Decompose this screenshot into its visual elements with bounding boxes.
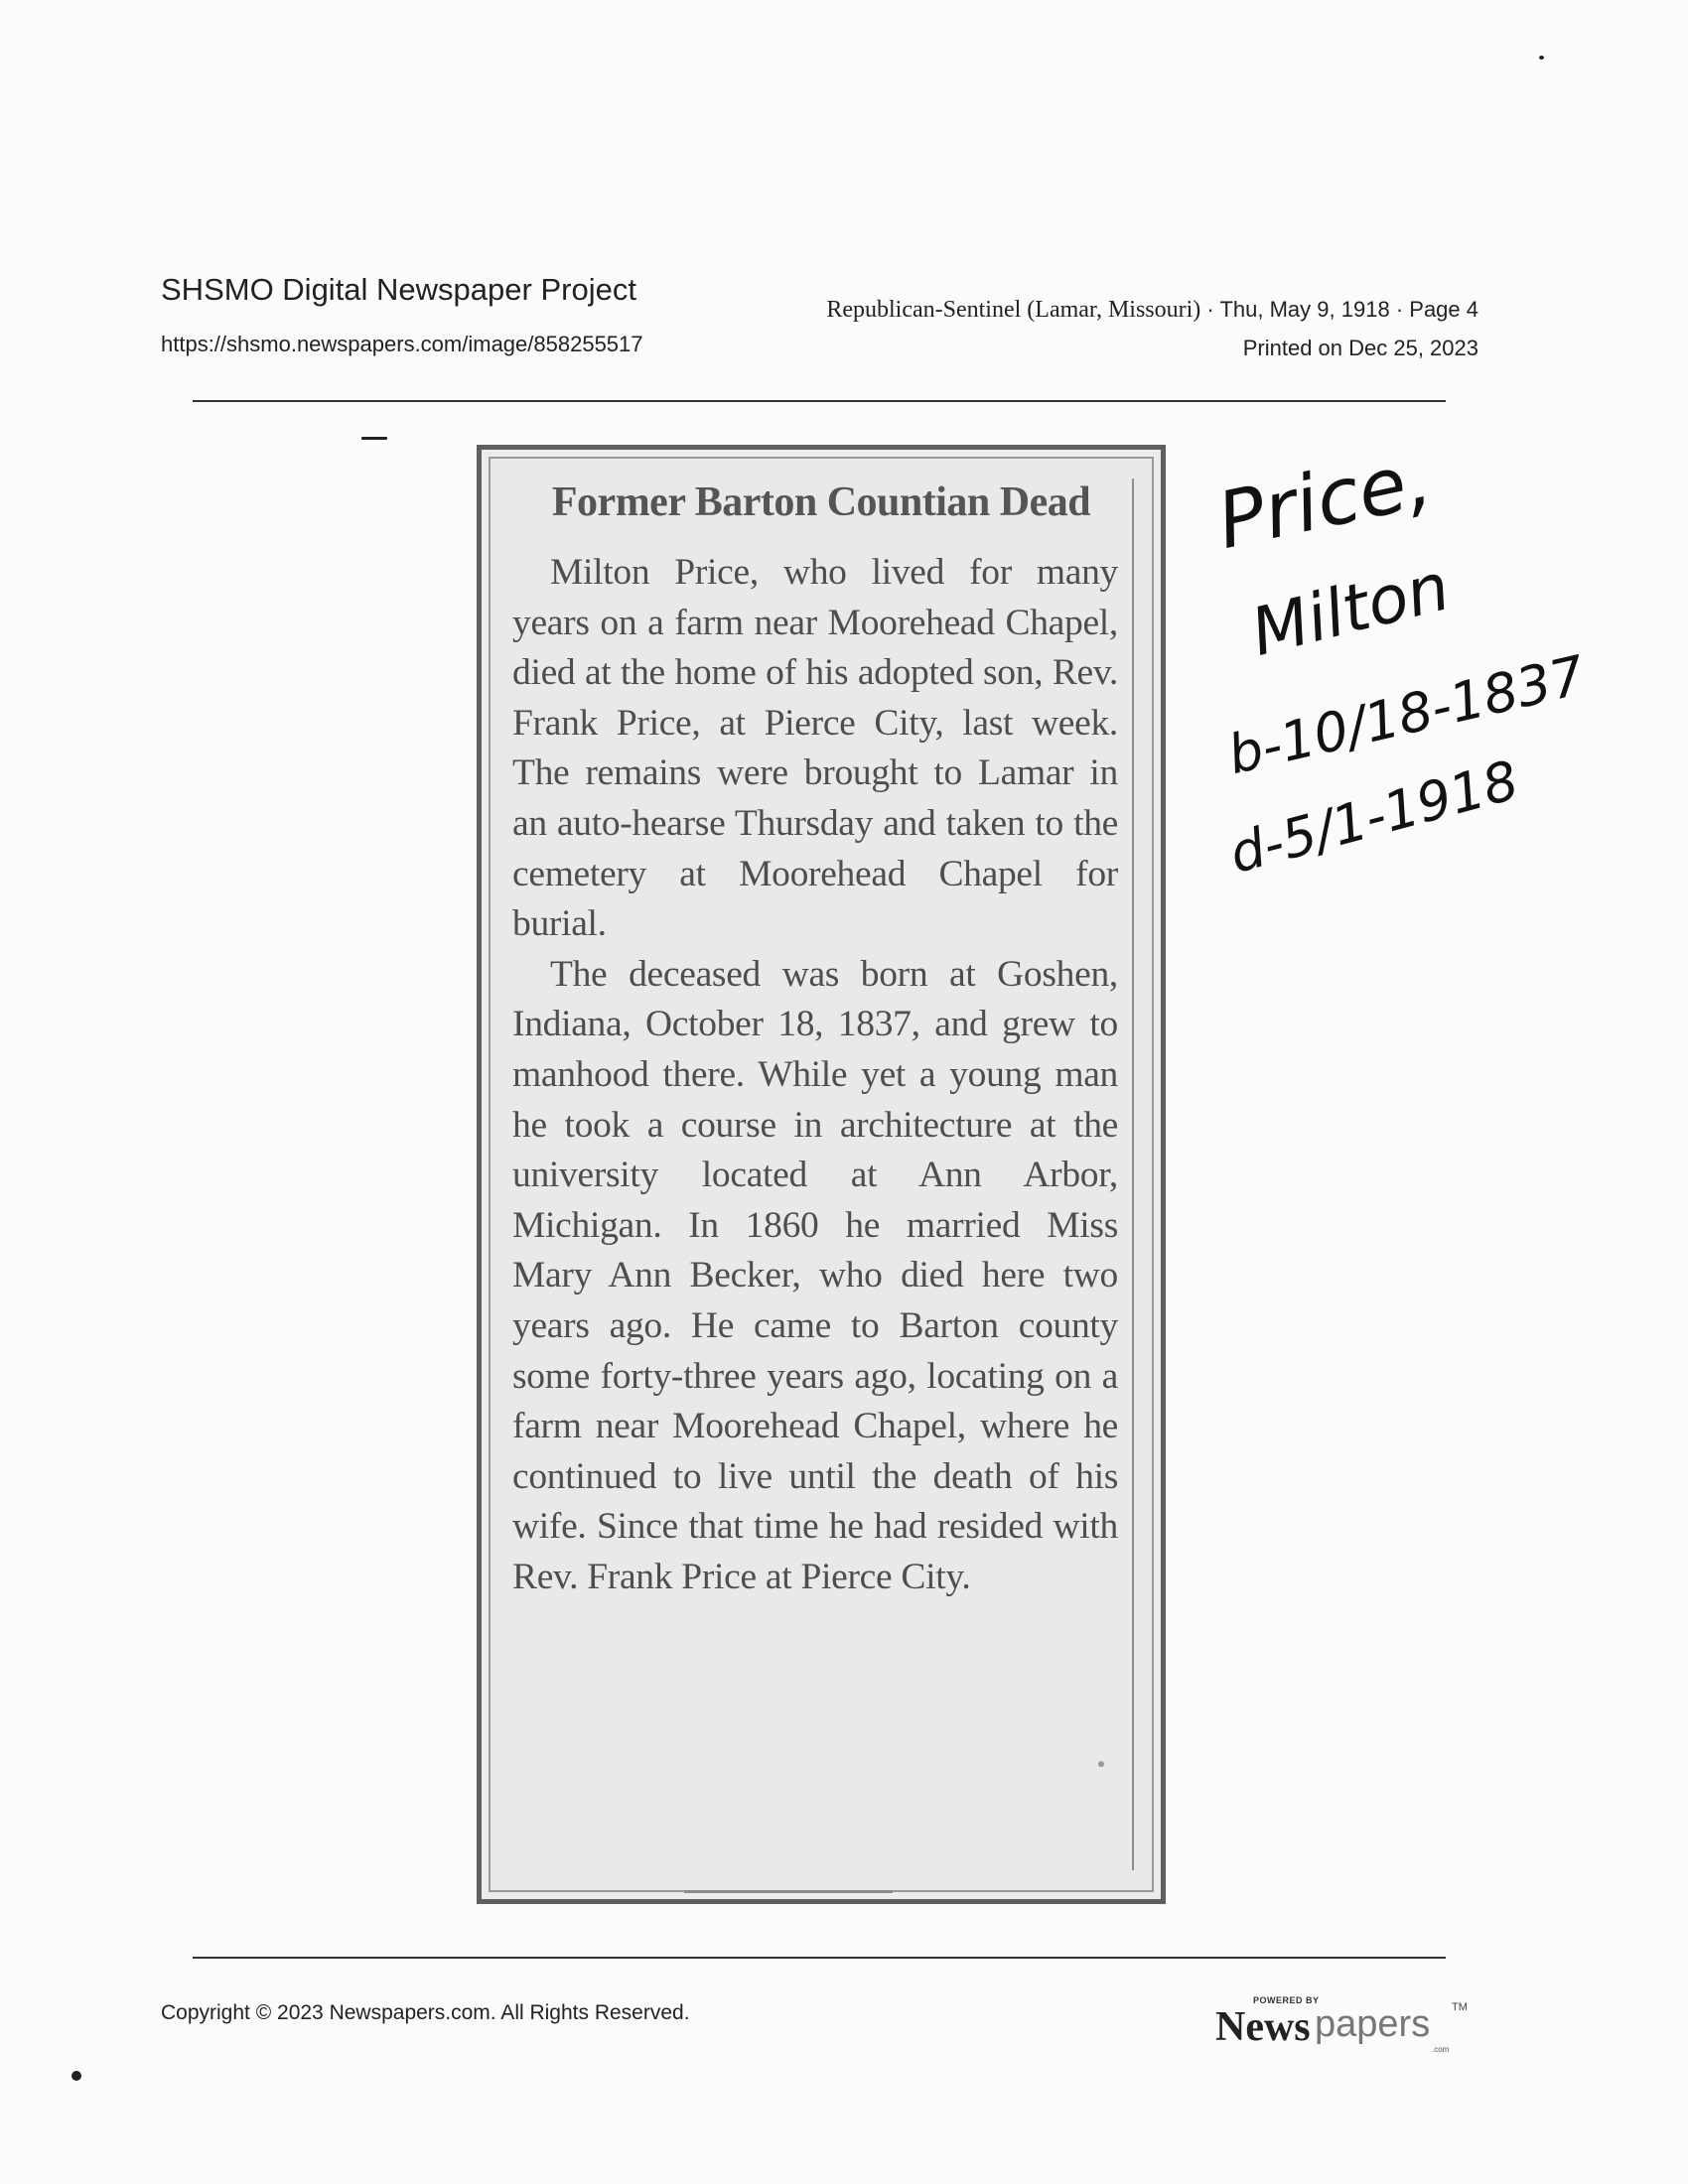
clipping-body	[512, 548, 1118, 1602]
project-title: SHSMO Digital Newspaper Project	[161, 272, 636, 307]
separator: ·	[1395, 297, 1404, 322]
clipping-paragraph: Milton Price, who lived for many years on a farm near Moorehead Chapel, died at the home of his adopted son, Rev. Frank Price, at Pierce City, last week. The remains were brought to Lamar in an auto-hearse Thursday and taken to the cemetery at Moorehead Chapel for burial.	[512, 552, 1118, 945]
clipping-headline: Former Barton Countian Dead	[551, 479, 1091, 525]
clipping-border	[489, 457, 1154, 1892]
footer-divider	[193, 1957, 1446, 1959]
publication-date: Thu, May 9, 1918	[1219, 297, 1390, 322]
scan-speck	[1539, 56, 1544, 60]
handwritten-given-name: Milton	[1243, 548, 1458, 671]
logo-papers: papers	[1315, 2003, 1431, 2045]
handwritten-death-date: d-5/1-1918	[1222, 749, 1525, 886]
handwritten-surname: Price,	[1209, 434, 1440, 568]
separator: ·	[1206, 297, 1214, 322]
clipping-end-rule	[684, 1890, 893, 1893]
scan-speck	[361, 437, 387, 440]
scan-speck	[71, 2071, 81, 2081]
copyright-notice: Copyright © 2023 Newspapers.com. All Rights Reserved.	[161, 2001, 690, 2024]
printed-date: Printed on Dec 25, 2023	[1242, 336, 1478, 360]
newspaper-clipping	[477, 445, 1166, 1904]
publication-line	[826, 297, 1478, 324]
logo-tm: TM	[1452, 2001, 1468, 2013]
column-rule	[1132, 478, 1134, 1870]
publication-name: Republican-Sentinel (Lamar, Missouri)	[826, 297, 1201, 323]
image-url: https://shsmo.newspapers.com/image/858255517	[161, 332, 643, 356]
handwritten-birth-date: b-10/18-1837	[1221, 643, 1591, 787]
page-number: Page 4	[1409, 297, 1478, 322]
clipping-paragraph: The deceased was born at Goshen, Indiana, October 18, 1837, and grew to manhood there. While yet a young man he took a course in architecture at the university located at Ann Arbor, Michigan. In 1860 he married Miss Mary Ann Becker, who died here two years ago. He came to Barton county some forty-three years ago, locating on a farm near Moorehead Chapel, where he continued to live until the death of his wife. Since that time he had resided with Rev. Frank Price at Pierce City.	[512, 953, 1118, 1597]
scan-speck	[1098, 1761, 1104, 1767]
logo-powered-by: POWERED BY	[1253, 1995, 1320, 2005]
logo-news: News	[1215, 2004, 1311, 2050]
header-divider	[193, 400, 1446, 402]
logo-com: .com	[1432, 2045, 1450, 2054]
